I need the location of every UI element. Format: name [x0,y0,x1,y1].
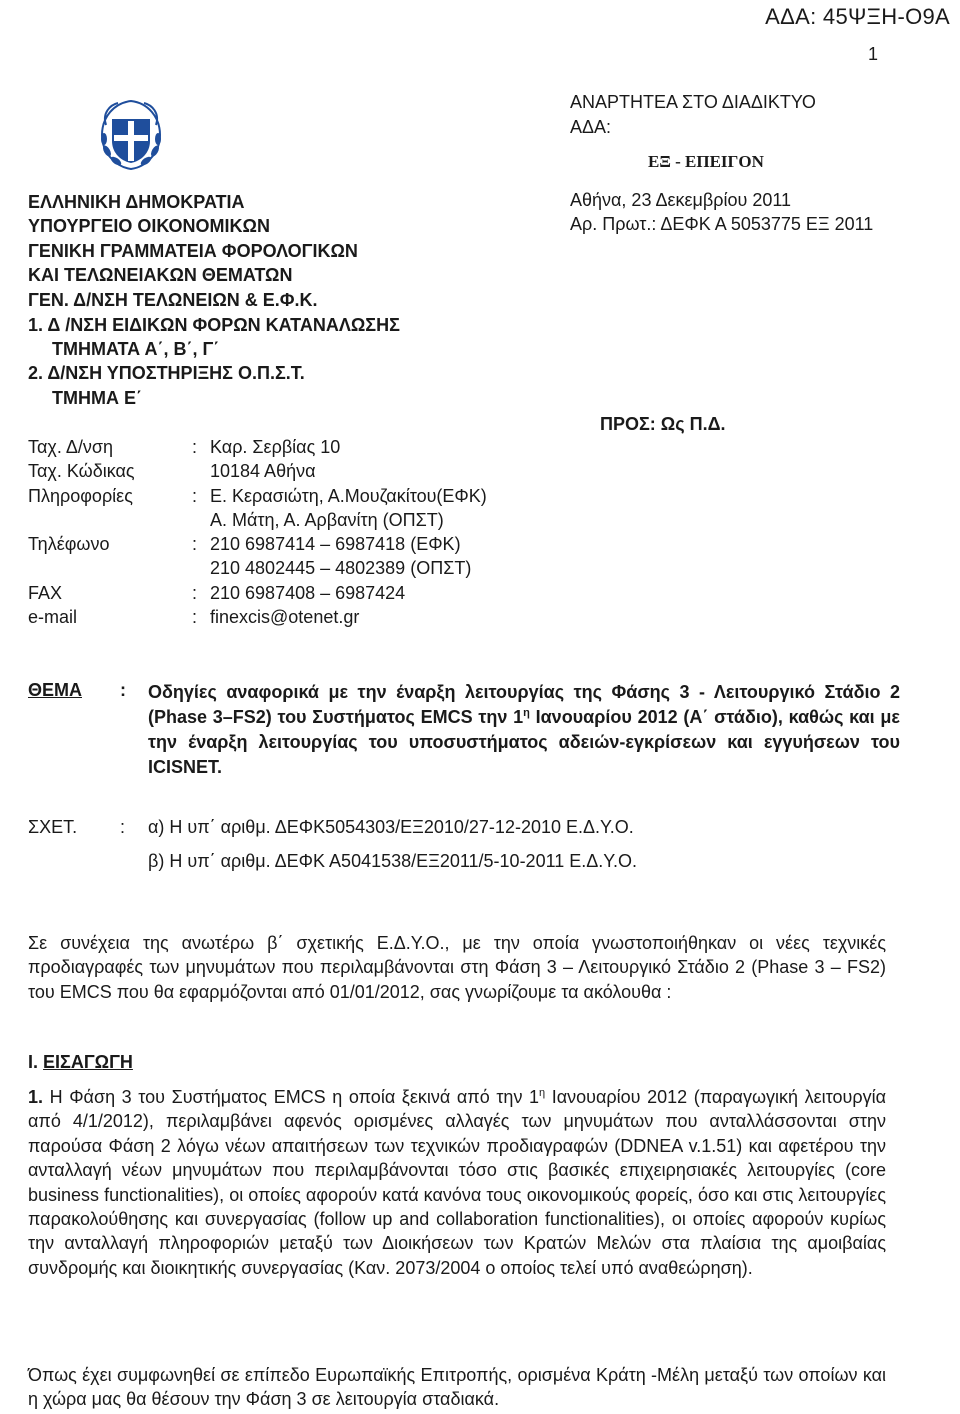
phone-value: 210 6987414 – 6987418 (ΕΦΚ) [210,534,461,554]
subject-text-part-1: Οδηγίες αναφορικά με την έναρξη λειτουργίας της Φάσης 3 - Λειτουργικό Στάδιο 2 (Phase 3–FS2) του Συστήματος EMCS την 1 [148,682,900,727]
phone-value-2: 210 4802445 – 4802389 (ΟΠΣΤ) [210,558,472,578]
section-title: ΕΙΣΑΓΩΓΗ [43,1052,133,1072]
intro-paragraph: Σε συνέχεια της ανωτέρω β΄ σχετικής Ε.Δ.Υ.Ο., με την οποία γνωστοποιήθηκαν οι νέες τεχνικές προδιαγραφές των μηνυμάτων που περιλαμβάνονται στη Φάση 3 – Λειτουργικό Στάδιο 2 (Phase 3 – FS2) του EMCS που θα εφαρμόζονται από 01/01/2012, σας γνωρίζουμε τα ακόλουθα : [28,933,886,1002]
subject-text-part-2: Ιανουαρίου 2012 (Α΄ στάδιο), καθώς και με την έναρξη λειτουργίας του υποσυστήματος αδειών-εγκρίσεων και εγγυήσεων του ICISNET. [148,707,900,777]
info-label: Πληροφορίες [28,486,133,506]
paragraph-1-number: 1. [28,1087,44,1107]
subject-label: ΘΕΜΑ [28,680,82,700]
section-number: Ι. [28,1052,39,1072]
email-colon: : [192,607,198,627]
address-colon: : [192,437,198,457]
urgency-marker: ΕΞ - ΕΠΕΙΓΟΝ [648,152,764,171]
header-line-ministry: ΥΠΟΥΡΓΕΙΟ ΟΙΚΟΝΟΜΙΚΩΝ [28,216,270,236]
header-line-general-directorate: ΓΕΝ. Δ/ΝΣΗ ΤΕΛΩΝΕΙΩΝ & Ε.Φ.Κ. [28,290,318,310]
header-line-directorate-1: 1. Δ /ΝΣΗ ΕΙΔΙΚΩΝ ΦΟΡΩΝ ΚΑΤΑΝΑΛΩΣΗΣ [28,315,400,335]
related-colon: : [120,817,126,837]
postcode-label: Ταχ. Κώδικας [28,461,135,481]
fax-label: FAX [28,583,63,603]
protocol-number: Αρ. Πρωτ.: ΔΕΦΚ Α 5053775 ΕΞ 2011 [570,214,874,234]
info-colon: : [192,486,198,506]
info-value: Ε. Κερασιώτη, Α.Μουζακίτου(ΕΦΚ) [210,486,487,506]
ada-code: ΑΔΑ: 45ΨΞΗ-Ο9Α [765,4,950,29]
header-line-department-2: ΤΜΗΜΑ Ε΄ [52,388,142,408]
fax-value: 210 6987408 – 6987424 [210,583,406,603]
fax-colon: : [192,583,198,603]
info-value-2: Α. Μάτη, Α. Αρβανίτη (ΟΠΣΤ) [210,510,444,530]
subject-text [148,680,900,780]
paragraph-1 [28,1085,886,1280]
phone-colon: : [192,534,198,554]
related-item-a: α) Η υπ΄ αριθμ. ΔΕΦΚ5054303/ΕΞ2010/27-12-2010 Ε.Δ.Υ.Ο. [148,817,634,837]
section-heading [28,1052,133,1073]
greek-coat-of-arms-icon [92,93,170,173]
ada-label: ΑΔΑ: [570,117,612,137]
related-item-b: β) Η υπ΄ αριθμ. ΔΕΦΚ Α5041538/ΕΞ2011/5-10-2011 Ε.Δ.Υ.Ο. [148,851,638,871]
publish-notice: ΑΝΑΡΤΗΤΕΑ ΣΤΟ ΔΙΑΔΙΚΤΥΟ [570,92,816,112]
email-label: e-mail [28,607,78,627]
place-date: Αθήνα, 23 Δεκεμβρίου 2011 [570,190,792,210]
header-line-secretariat-2: ΚΑΙ ΤΕΛΩΝΕΙΑΚΩΝ ΘΕΜΑΤΩΝ [28,265,293,285]
header-line-directorate-2: 2. Δ/ΝΣΗ ΥΠΟΣΤΗΡΙΞΗΣ Ο.Π.Σ.Τ. [28,363,305,383]
phone-label: Τηλέφωνο [28,534,110,554]
email-link[interactable]: finexcis@otenet.gr [210,607,360,627]
subject-colon: : [120,680,126,700]
paragraph-1-text-part-2: Ιανουαρίου 2012 (παραγωγική λειτουργία από 4/1/2012), περιλαμβάνει αφενός ορισμένες αλλαγές των μηνυμάτων που ανταλλάσσονται στην παρούσα Φάση 2 λόγω νέων απαιτήσεων των τεχνικών προδιαγραφών (DDNEA v.1.51) και αφετέρου την ανταλλαγή νέων μηνυμάτων που περιλαμβάνονται τόσο στις βασικές επιχειρησιακές λειτουργίες (core business functionalities), οι οποίες αφορούν κατά κανόνα τους οικονομικούς φορείς, όσο και στις λειτουργίες παρακολούθησης και συνεργασίας (follow up and collaboration functionalities), οι οποίες αφορούν κυρίως την ανταλλαγή πληροφοριών μεταξύ των Διοικήσεων των Κρατών Μελών στα πλαίσια της αμοιβαίας συνδρομής και διοικητικής συνεργασίας (Καν. 2073/2004 ο οποίος τελεί υπό αναθεώρηση). [28,1087,886,1278]
page-number: 1 [867,44,878,64]
paragraph-1-sup: η [539,1087,546,1099]
recipient: ΠΡΟΣ: Ως Π.Δ. [600,414,726,434]
related-label: ΣΧΕΤ. [28,817,78,837]
header-line-republic: ΕΛΛΗΝΙΚΗ ΔΗΜΟΚΡΑΤΙΑ [28,192,245,212]
address-label: Ταχ. Δ/νση [28,437,114,457]
paragraph-1-text-part-1: Η Φάση 3 του Συστήματος EMCS η οποία ξεκινά από την 1 [43,1087,540,1107]
header-line-departments-1: ΤΜΗΜΑΤΑ Α΄, Β΄, Γ΄ [52,339,220,359]
address-value: Καρ. Σερβίας 10 [210,437,341,457]
subject-sup: η [523,707,530,719]
paragraph-2: Όπως έχει συμφωνηθεί σε επίπεδο Ευρωπαϊκής Επιτροπής, ορισμένα Κράτη -Μέλη μεταξύ των οποίων και η χώρα μας θα θέσουν την Φάση 3 σε λειτουργία σταδιακά. [28,1365,886,1410]
postcode-value: 10184 Αθήνα [210,461,316,481]
header-line-secretariat: ΓΕΝΙΚΗ ΓΡΑΜΜΑΤΕΙΑ ΦΟΡΟΛΟΓΙΚΩΝ [28,241,358,261]
